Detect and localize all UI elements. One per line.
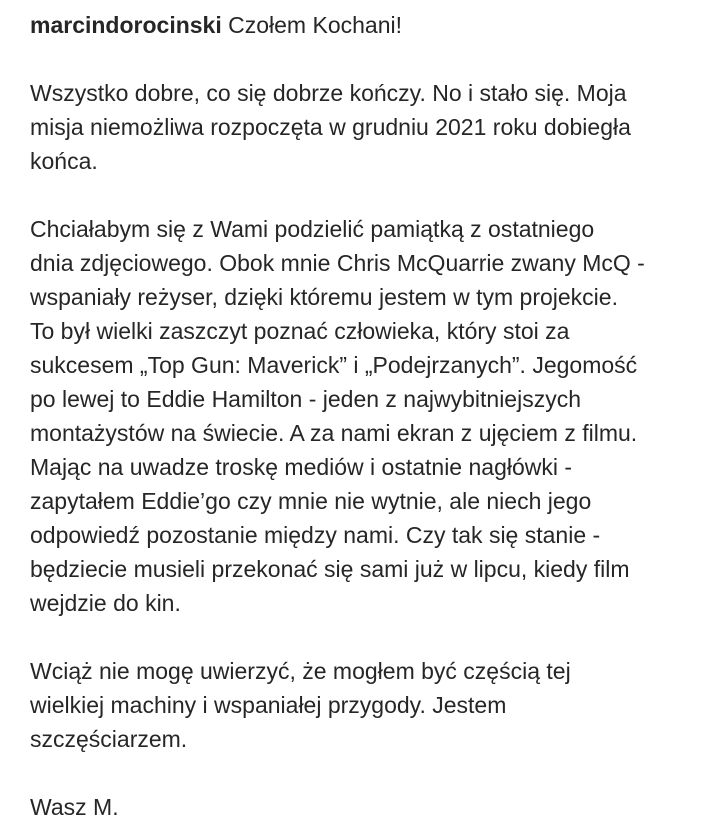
- caption-line: po lewej to Eddie Hamilton - jeden z najwybitniejszych: [30, 386, 582, 412]
- post-caption: [30, 8, 706, 824]
- caption-line: Wciąż nie mogę uwierzyć, że mogłem być częścią tej: [30, 658, 571, 684]
- caption-line: wielkiej machiny i wspaniałej przygody. Jestem: [30, 692, 507, 718]
- caption-line: dnia zdjęciowego. Obok mnie Chris McQuarrie zwany McQ -: [30, 250, 645, 276]
- caption-line: wejdzie do kin.: [30, 590, 181, 616]
- caption-line: Mając na uwadze troskę mediów i ostatnie nagłówki -: [30, 454, 573, 480]
- caption-line: szczęściarzem.: [30, 726, 188, 752]
- paragraph-gap: [30, 756, 706, 790]
- caption-line: montażystów na świecie. A za nami ekran z ujęciem z filmu.: [30, 420, 638, 446]
- paragraph-gap: [30, 178, 706, 212]
- caption-line: sukcesem „Top Gun: Maverick” i „Podejrzanych”. Jegomość: [30, 352, 638, 378]
- caption-line: wspaniały reżyser, dzięki któremu jestem w tym projekcie.: [30, 284, 618, 310]
- caption-line: misja niemożliwa rozpoczęta w grudniu 2021 roku dobiegła: [30, 114, 631, 140]
- caption-line: zapytałem Eddie’go czy mnie nie wytnie, ale niech jego: [30, 488, 592, 514]
- caption-line: Wszystko dobre, co się dobrze kończy. No i stało się. Moja: [30, 80, 627, 106]
- caption-line: będziecie musieli przekonać się sami już w lipcu, kiedy film: [30, 556, 630, 582]
- caption-signature: Wasz M.: [30, 794, 119, 820]
- caption-line: To był wielki zaszczyt poznać człowieka, który stoi za: [30, 318, 570, 344]
- caption-first-line: [30, 8, 706, 42]
- paragraph-gap: [30, 42, 706, 76]
- username-link[interactable]: marcindorocinski: [30, 12, 222, 38]
- paragraph-gap: [30, 620, 706, 654]
- caption-line: odpowiedź pozostanie między nami. Czy tak się stanie -: [30, 522, 601, 548]
- caption-line: Chciałabym się z Wami podzielić pamiątką z ostatniego: [30, 216, 595, 242]
- caption-line: końca.: [30, 148, 98, 174]
- caption-text: Czołem Kochani!: [228, 12, 402, 38]
